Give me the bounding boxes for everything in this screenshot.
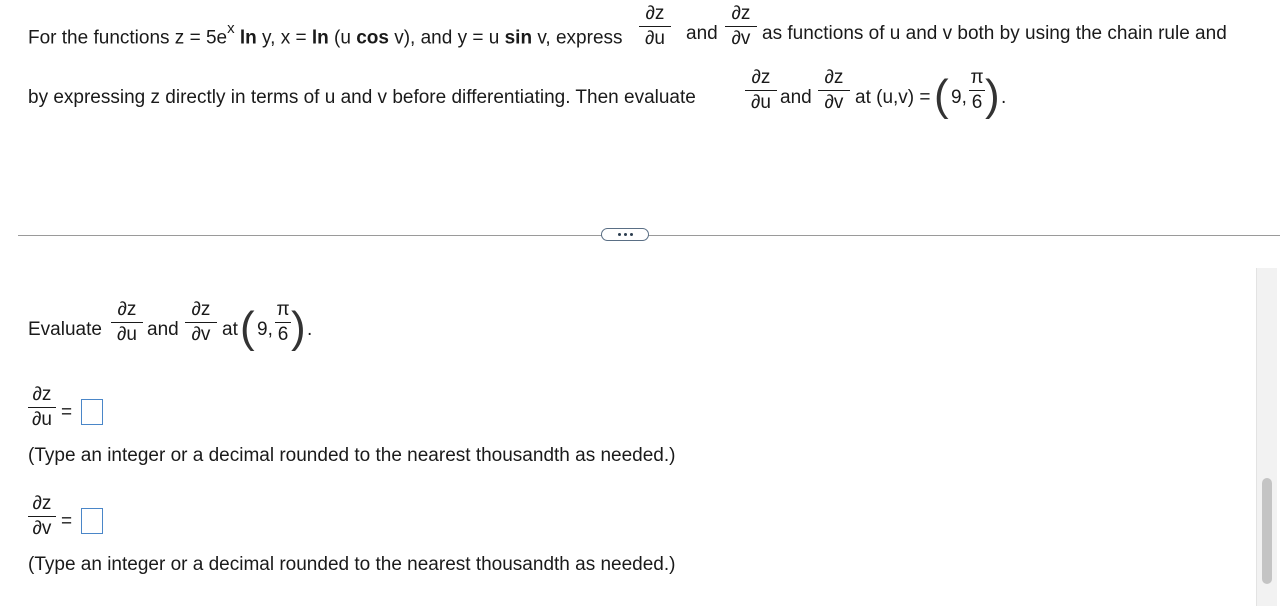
numerator-dz: ∂z [117, 299, 137, 320]
denominator-dv: ∂v [824, 92, 844, 114]
answer-2-equals: = [61, 511, 73, 532]
fraction-dz-dv [818, 68, 850, 113]
answer-2-fraction-dz-dv [28, 494, 56, 539]
answer-1-equals: = [61, 402, 73, 423]
cos-text: cos [356, 27, 389, 49]
numerator-dz: ∂z [824, 67, 844, 88]
and-text: and [686, 23, 718, 44]
denominator-6: 6 [277, 324, 289, 346]
question-line-1 [28, 20, 623, 49]
left-paren: ( [240, 303, 255, 352]
ln-text: ln [239, 27, 257, 49]
fraction-dz-du [111, 300, 143, 345]
numerator-dz: ∂z [751, 67, 771, 88]
question-express: v, express [532, 27, 623, 49]
evaluate-at: at [222, 319, 238, 340]
dot-icon [630, 233, 633, 236]
left-paren: ( [934, 71, 949, 120]
answer-2-hint: (Type an integer or a decimal rounded to the nearest thousandth as needed.) [28, 554, 676, 575]
numerator-dz: ∂z [32, 493, 52, 514]
scrollbar-thumb[interactable] [1262, 478, 1272, 584]
section-divider [18, 235, 1280, 236]
fraction-pi-6 [275, 300, 291, 345]
and-text: and [780, 87, 812, 108]
answer-1-fraction-dz-du [28, 385, 56, 430]
fraction-dz-du [745, 68, 777, 113]
denominator-du: ∂u [117, 324, 137, 346]
period: . [307, 319, 313, 340]
denominator-du: ∂u [32, 409, 52, 431]
numerator-dz: ∂z [645, 3, 665, 24]
exponent-x: x [227, 20, 235, 37]
denominator-du: ∂u [751, 92, 771, 114]
fraction-dz-dv [185, 300, 217, 345]
numerator-pi: π [970, 67, 984, 88]
at-uv-text: at (u,v) = [855, 87, 931, 108]
ln-text-2: ln [311, 27, 329, 49]
point-u-value: 9, [257, 319, 273, 340]
period: . [1001, 87, 1007, 108]
right-paren: ) [291, 303, 306, 352]
question-as-functions: as functions of u and v both by using the chain rule and [762, 23, 1227, 44]
numerator-pi: π [276, 299, 290, 320]
denominator-dv: ∂v [731, 28, 751, 50]
numerator-dz: ∂z [731, 3, 751, 24]
numerator-dz: ∂z [32, 384, 52, 405]
answer-1-input[interactable] [81, 399, 103, 425]
numerator-dz: ∂z [191, 299, 211, 320]
question-v-close: v), and y = u [388, 27, 505, 49]
answer-1-hint: (Type an integer or a decimal rounded to the nearest thousandth as needed.) [28, 445, 676, 466]
point-u-value: 9, [951, 87, 967, 108]
fraction-dz-du [639, 4, 671, 49]
sin-text: sin [504, 27, 533, 49]
question-y: y, x = [256, 27, 312, 49]
question-u-open: (u [328, 27, 357, 49]
answer-2-input[interactable] [81, 508, 103, 534]
denominator-dv: ∂v [32, 518, 52, 540]
right-paren: ) [985, 71, 1000, 120]
dot-icon [624, 233, 627, 236]
question-line-2: by expressing z directly in terms of u and v before differentiating. Then evaluate [28, 87, 696, 108]
denominator-dv: ∂v [191, 324, 211, 346]
evaluate-and: and [147, 319, 179, 340]
question-intro: For the functions z = 5e [28, 27, 228, 49]
denominator-du: ∂u [645, 28, 665, 50]
fraction-dz-dv [725, 4, 757, 49]
fraction-pi-6 [969, 68, 985, 113]
dot-icon [618, 233, 621, 236]
expand-more-button[interactable] [601, 228, 649, 241]
evaluate-label: Evaluate [28, 319, 102, 340]
denominator-6: 6 [971, 92, 983, 114]
